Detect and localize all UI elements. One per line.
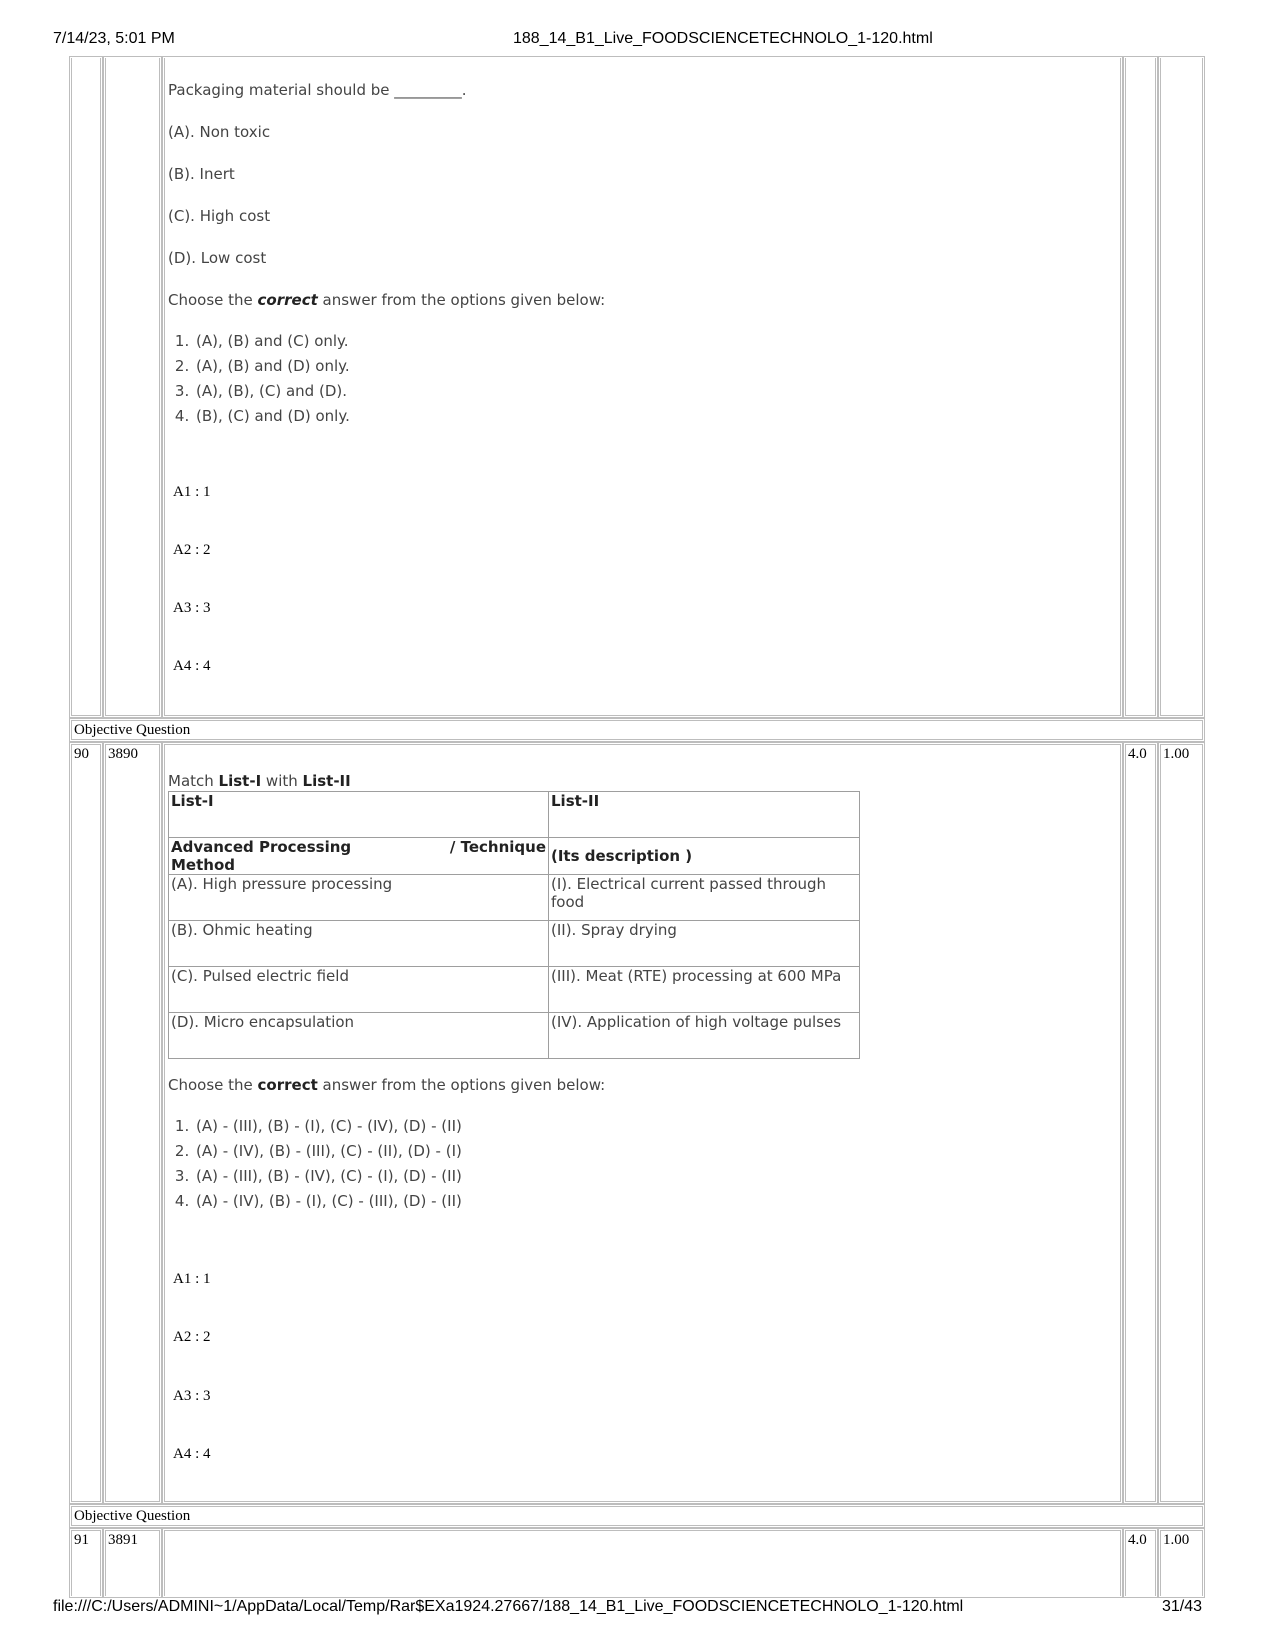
q90-answer-3: A3 : 3 <box>173 1388 211 1404</box>
q89-answer-4: A4 : 4 <box>173 658 211 674</box>
q89-instruction-suffix: answer from the options given below: <box>317 291 606 309</box>
q90-row-c-left: (C). Pulsed electric field <box>169 967 549 1013</box>
q89-sno-cell <box>71 58 101 716</box>
table-row <box>169 921 860 967</box>
q90-row-a-right: (I). Electrical current passed through food <box>549 875 860 921</box>
q90-marks-cell <box>1125 744 1156 1502</box>
print-file-path: file:///C:/Users/ADMINI~1/AppData/Local/Temp/Rar$EXa1924.27667/188_14_B1_Live_FOODSCIENCETECHNOLO_1-120.html <box>53 1598 964 1615</box>
question-type-label: Objective Question <box>71 720 1203 740</box>
q90-row-a-left: (A). High pressure processing <box>169 875 549 921</box>
q90-instruction-emphasis: correct <box>257 1076 318 1094</box>
q89-option: 4. (B), (C) and (D) only. <box>194 404 350 429</box>
q89-answer-2: A2 : 2 <box>173 542 211 558</box>
q90-row-d-right: (IV). Application of high voltage pulses <box>549 1013 860 1059</box>
q89-answer-1: A1 : 1 <box>173 484 211 500</box>
q90-question-id: 3890 <box>108 746 138 762</box>
q90-list1-label: List-I <box>218 772 262 790</box>
q90-table-head-list1: List-I <box>171 792 214 810</box>
q90-answer-4: A4 : 4 <box>173 1446 211 1462</box>
q90-row-b-left: (B). Ohmic heating <box>169 921 549 967</box>
q91-marks: 4.0 <box>1128 1532 1147 1548</box>
q89-neg-cell <box>1160 58 1203 716</box>
print-datetime: 7/14/23, 5:01 PM <box>53 30 175 47</box>
q90-match-table <box>168 791 860 1059</box>
print-document-title: 188_14_B1_Live_FOODSCIENCETECHNOLO_1-120.html <box>513 30 933 47</box>
q90-qid-cell <box>105 744 160 1502</box>
q90-list2-label: List-II <box>302 772 351 790</box>
q90-option: 4. (A) - (IV), (B) - (I), (C) - (III), (D) - (II) <box>194 1189 462 1214</box>
q90-answer-1: A1 : 1 <box>173 1271 211 1287</box>
q91-neg-cell <box>1160 1530 1203 1596</box>
q90-instruction-suffix: answer from the options given below: <box>317 1076 606 1094</box>
q89-marks-cell <box>1125 58 1156 716</box>
q91-sno-cell <box>71 1530 101 1596</box>
q91-marks-cell <box>1125 1530 1156 1596</box>
table-row <box>169 967 860 1013</box>
q90-options-list <box>168 1114 462 1214</box>
q89-instruction-prefix: Choose the <box>168 291 258 309</box>
q90-instruction <box>168 1076 605 1094</box>
q90-option: 2. (A) - (IV), (B) - (III), (C) - (II), (D) - (I) <box>194 1139 462 1164</box>
table-row <box>169 875 860 921</box>
q89-instruction-emphasis: correct <box>257 291 318 309</box>
q89-stem: Packaging material should be _________. <box>168 81 467 99</box>
q91-serial-number: 91 <box>74 1532 89 1548</box>
q90-instruction-prefix: Choose the <box>168 1076 258 1094</box>
q90-row-b-right: (II). Spray drying <box>549 921 860 967</box>
q89-options-list <box>168 329 350 429</box>
q89-statement-c: (C). High cost <box>168 207 271 225</box>
q89-statement-d: (D). Low cost <box>168 249 267 267</box>
q89-instruction <box>168 291 605 309</box>
q90-table-subhead-description: (Its description ) <box>551 847 693 865</box>
q89-option: 3. (A), (B), (C) and (D). <box>194 379 350 404</box>
q91-negative-marks: 1.00 <box>1163 1532 1190 1548</box>
q90-neg-cell <box>1160 744 1203 1502</box>
q90-table-head-list2: List-II <box>551 792 600 810</box>
q89-statement-b: (B). Inert <box>168 165 235 183</box>
q90-negative-marks: 1.00 <box>1163 746 1190 762</box>
q90-table-subhead-method: Advanced Processing Method <box>171 838 352 874</box>
q91-body-cell <box>164 1530 1121 1596</box>
print-page-number: 31/43 <box>1161 1598 1202 1615</box>
q89-statement-a: (A). Non toxic <box>168 123 271 141</box>
q90-answer-2: A2 : 2 <box>173 1329 211 1345</box>
q89-option: 1. (A), (B) and (C) only. <box>194 329 350 354</box>
q90-marks: 4.0 <box>1128 746 1147 762</box>
q90-table-subhead-technique: / Technique <box>449 838 546 856</box>
q90-sno-cell <box>71 744 101 1502</box>
table-row <box>169 1013 860 1059</box>
q89-qid-cell <box>105 58 160 716</box>
q90-option: 1. (A) - (III), (B) - (I), (C) - (IV), (D) - (II) <box>194 1114 462 1139</box>
q90-stem: Match List-I with List-II <box>168 772 351 790</box>
q89-option: 2. (A), (B) and (D) only. <box>194 354 350 379</box>
q89-answer-3: A3 : 3 <box>173 600 211 616</box>
q91-question-id: 3891 <box>108 1532 138 1548</box>
q91-qid-cell <box>105 1530 160 1596</box>
q90-serial-number: 90 <box>74 746 89 762</box>
q90-option: 3. (A) - (III), (B) - (IV), (C) - (I), (D) - (II) <box>194 1164 462 1189</box>
question-type-label: Objective Question <box>71 1506 1203 1526</box>
q90-row-d-left: (D). Micro encapsulation <box>169 1013 549 1059</box>
q90-row-c-right: (III). Meat (RTE) processing at 600 MPa <box>549 967 860 1013</box>
